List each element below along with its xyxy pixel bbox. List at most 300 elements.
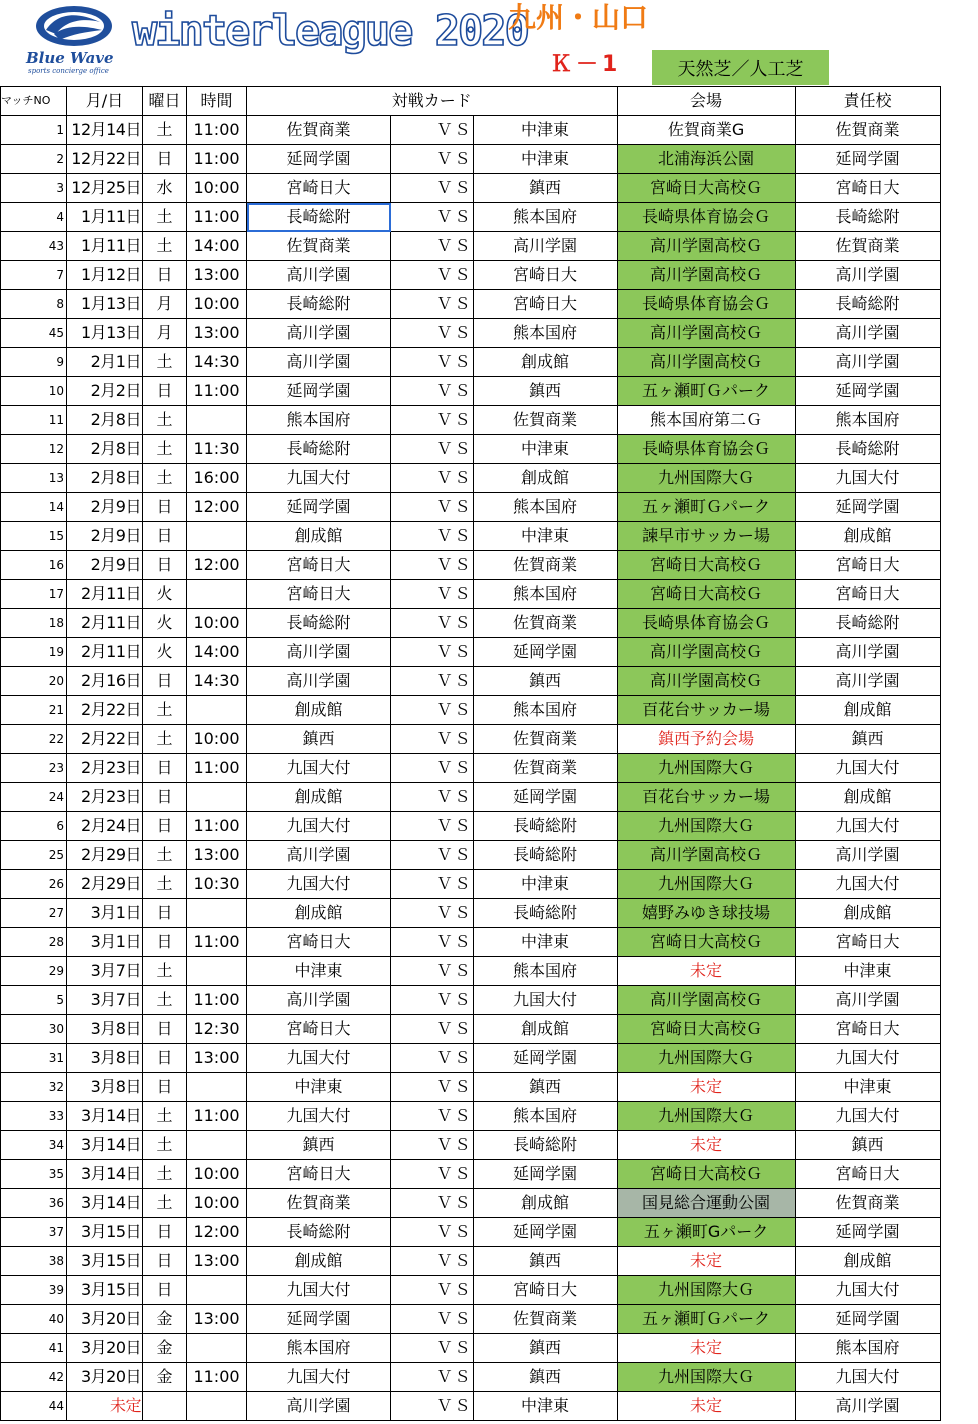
weekday-cell[interactable]: 日 bbox=[143, 754, 187, 783]
home-team-cell[interactable]: 九国大付 bbox=[247, 464, 391, 493]
time-cell[interactable] bbox=[187, 899, 247, 928]
weekday-cell[interactable]: 日 bbox=[143, 899, 187, 928]
date-cell[interactable]: 3月1日 bbox=[67, 928, 143, 957]
time-cell[interactable]: 14:30 bbox=[187, 667, 247, 696]
home-team-cell[interactable]: 宮崎日大 bbox=[247, 580, 391, 609]
home-team-cell[interactable]: 高川学園 bbox=[247, 1392, 391, 1421]
weekday-cell[interactable]: 金 bbox=[143, 1334, 187, 1363]
date-cell[interactable]: 2月9日 bbox=[67, 522, 143, 551]
match-no-cell[interactable]: 21 bbox=[1, 696, 67, 725]
match-no-cell[interactable]: 44 bbox=[1, 1392, 67, 1421]
home-team-cell[interactable]: 佐賀商業 bbox=[247, 116, 391, 145]
away-team-cell[interactable]: 熊本国府 bbox=[473, 1102, 617, 1131]
vs-cell[interactable]: ＶＳ bbox=[433, 116, 474, 145]
time-cell[interactable]: 12:30 bbox=[187, 1015, 247, 1044]
away-team-cell[interactable]: 高川学園 bbox=[473, 232, 617, 261]
away-team-cell[interactable]: 佐賀商業 bbox=[473, 725, 617, 754]
vs-cell[interactable]: ＶＳ bbox=[433, 174, 474, 203]
weekday-cell[interactable]: 土 bbox=[143, 348, 187, 377]
date-cell[interactable]: 3月7日 bbox=[67, 986, 143, 1015]
match-no-cell[interactable]: 27 bbox=[1, 899, 67, 928]
date-cell[interactable]: 3月15日 bbox=[67, 1218, 143, 1247]
host-school-cell[interactable]: 長崎総附 bbox=[795, 435, 940, 464]
home-team-cell[interactable]: 九国大付 bbox=[247, 1044, 391, 1073]
away-team-cell[interactable]: 延岡学園 bbox=[473, 1160, 617, 1189]
away-team-cell[interactable]: 創成館 bbox=[473, 1015, 617, 1044]
away-team-cell[interactable]: 中津東 bbox=[473, 435, 617, 464]
venue-cell[interactable]: 佐賀商業G bbox=[617, 116, 795, 145]
venue-cell[interactable]: 五ヶ瀬町Ｇパーク bbox=[617, 1305, 795, 1334]
home-team-cell[interactable]: 九国大付 bbox=[247, 870, 391, 899]
weekday-cell[interactable]: 日 bbox=[143, 1276, 187, 1305]
away-team-cell[interactable]: 創成館 bbox=[473, 1189, 617, 1218]
time-cell[interactable] bbox=[187, 696, 247, 725]
weekday-cell[interactable]: 日 bbox=[143, 1044, 187, 1073]
time-cell[interactable]: 10:30 bbox=[187, 870, 247, 899]
spacer-cell[interactable] bbox=[391, 406, 433, 435]
host-school-cell[interactable]: 中津東 bbox=[795, 1073, 940, 1102]
venue-cell[interactable]: 高川学園高校Ｇ bbox=[617, 841, 795, 870]
weekday-cell[interactable]: 日 bbox=[143, 145, 187, 174]
match-no-cell[interactable]: 18 bbox=[1, 609, 67, 638]
venue-cell[interactable]: 国見総合運動公園 bbox=[617, 1189, 795, 1218]
away-team-cell[interactable]: 鎮西 bbox=[473, 377, 617, 406]
match-no-cell[interactable]: 25 bbox=[1, 841, 67, 870]
match-no-cell[interactable]: 14 bbox=[1, 493, 67, 522]
date-cell[interactable]: 2月2日 bbox=[67, 377, 143, 406]
spacer-cell[interactable] bbox=[391, 493, 433, 522]
home-team-cell[interactable]: 宮崎日大 bbox=[247, 174, 391, 203]
vs-cell[interactable]: ＶＳ bbox=[433, 899, 474, 928]
host-school-cell[interactable]: 創成館 bbox=[795, 522, 940, 551]
time-cell[interactable]: 11:00 bbox=[187, 1102, 247, 1131]
vs-cell[interactable]: ＶＳ bbox=[433, 783, 474, 812]
away-team-cell[interactable]: 中津東 bbox=[473, 145, 617, 174]
vs-cell[interactable]: ＶＳ bbox=[433, 812, 474, 841]
venue-cell[interactable]: 諫早市サッカー場 bbox=[617, 522, 795, 551]
time-cell[interactable]: 11:00 bbox=[187, 812, 247, 841]
vs-cell[interactable]: ＶＳ bbox=[433, 551, 474, 580]
weekday-cell[interactable]: 日 bbox=[143, 812, 187, 841]
weekday-cell[interactable]: 土 bbox=[143, 841, 187, 870]
venue-cell[interactable]: 宮崎日大高校Ｇ bbox=[617, 1015, 795, 1044]
vs-cell[interactable]: ＶＳ bbox=[433, 1160, 474, 1189]
date-cell[interactable]: 3月8日 bbox=[67, 1073, 143, 1102]
host-school-cell[interactable]: 熊本国府 bbox=[795, 406, 940, 435]
host-school-cell[interactable]: 佐賀商業 bbox=[795, 1189, 940, 1218]
venue-cell[interactable]: 未定 bbox=[617, 1392, 795, 1421]
host-school-cell[interactable]: 九国大付 bbox=[795, 754, 940, 783]
away-team-cell[interactable]: 中津東 bbox=[473, 870, 617, 899]
weekday-cell[interactable]: 土 bbox=[143, 406, 187, 435]
date-cell[interactable]: 12月22日 bbox=[67, 145, 143, 174]
date-cell[interactable]: 3月8日 bbox=[67, 1015, 143, 1044]
home-team-cell[interactable]: 九国大付 bbox=[247, 1276, 391, 1305]
venue-cell[interactable]: 五ヶ瀬町Ｇパーク bbox=[617, 493, 795, 522]
date-cell[interactable]: 2月22日 bbox=[67, 725, 143, 754]
vs-cell[interactable]: ＶＳ bbox=[433, 232, 474, 261]
date-cell[interactable]: 2月11日 bbox=[67, 580, 143, 609]
date-cell[interactable]: 1月12日 bbox=[67, 261, 143, 290]
col-header-host[interactable]: 責任校 bbox=[795, 87, 940, 116]
home-team-cell[interactable]: 熊本国府 bbox=[247, 406, 391, 435]
host-school-cell[interactable]: 九国大付 bbox=[795, 1044, 940, 1073]
date-cell[interactable]: 3月14日 bbox=[67, 1131, 143, 1160]
weekday-cell[interactable]: 土 bbox=[143, 232, 187, 261]
match-no-cell[interactable]: 24 bbox=[1, 783, 67, 812]
vs-cell[interactable]: ＶＳ bbox=[433, 348, 474, 377]
vs-cell[interactable]: ＶＳ bbox=[433, 1334, 474, 1363]
venue-cell[interactable]: 九州国際大Ｇ bbox=[617, 1276, 795, 1305]
match-no-cell[interactable]: 36 bbox=[1, 1189, 67, 1218]
away-team-cell[interactable]: 長崎総附 bbox=[473, 1131, 617, 1160]
weekday-cell[interactable]: 日 bbox=[143, 1015, 187, 1044]
weekday-cell[interactable]: 火 bbox=[143, 609, 187, 638]
match-no-cell[interactable]: 32 bbox=[1, 1073, 67, 1102]
spacer-cell[interactable] bbox=[391, 464, 433, 493]
venue-cell[interactable]: 高川学園高校Ｇ bbox=[617, 348, 795, 377]
match-no-cell[interactable]: 31 bbox=[1, 1044, 67, 1073]
host-school-cell[interactable]: 創成館 bbox=[795, 783, 940, 812]
time-cell[interactable]: 16:00 bbox=[187, 464, 247, 493]
spacer-cell[interactable] bbox=[391, 928, 433, 957]
host-school-cell[interactable]: 九国大付 bbox=[795, 1276, 940, 1305]
spacer-cell[interactable] bbox=[391, 1160, 433, 1189]
host-school-cell[interactable]: 延岡学園 bbox=[795, 377, 940, 406]
time-cell[interactable]: 11:00 bbox=[187, 928, 247, 957]
match-no-cell[interactable]: 13 bbox=[1, 464, 67, 493]
match-no-cell[interactable]: 15 bbox=[1, 522, 67, 551]
away-team-cell[interactable]: 延岡学園 bbox=[473, 1218, 617, 1247]
home-team-cell[interactable]: 佐賀商業 bbox=[247, 1189, 391, 1218]
vs-cell[interactable]: ＶＳ bbox=[433, 928, 474, 957]
time-cell[interactable]: 13:00 bbox=[187, 1247, 247, 1276]
home-team-cell[interactable]: 九国大付 bbox=[247, 1363, 391, 1392]
weekday-cell[interactable]: 土 bbox=[143, 1189, 187, 1218]
host-school-cell[interactable]: 長崎総附 bbox=[795, 609, 940, 638]
vs-cell[interactable]: ＶＳ bbox=[433, 754, 474, 783]
date-cell[interactable]: 3月20日 bbox=[67, 1305, 143, 1334]
away-team-cell[interactable]: 九国大付 bbox=[473, 986, 617, 1015]
venue-cell[interactable]: 未定 bbox=[617, 957, 795, 986]
home-team-cell[interactable]: 中津東 bbox=[247, 957, 391, 986]
vs-cell[interactable]: ＶＳ bbox=[433, 667, 474, 696]
venue-cell[interactable]: 九州国際大Ｇ bbox=[617, 754, 795, 783]
vs-cell[interactable]: ＶＳ bbox=[433, 957, 474, 986]
home-team-cell[interactable]: 宮崎日大 bbox=[247, 551, 391, 580]
home-team-cell[interactable]: 九国大付 bbox=[247, 754, 391, 783]
vs-cell[interactable]: ＶＳ bbox=[433, 841, 474, 870]
vs-cell[interactable]: ＶＳ bbox=[433, 261, 474, 290]
vs-cell[interactable]: ＶＳ bbox=[433, 203, 474, 232]
date-cell[interactable]: 2月9日 bbox=[67, 493, 143, 522]
time-cell[interactable]: 10:00 bbox=[187, 174, 247, 203]
spacer-cell[interactable] bbox=[391, 986, 433, 1015]
venue-cell[interactable]: 高川学園高校Ｇ bbox=[617, 638, 795, 667]
weekday-cell[interactable]: 土 bbox=[143, 116, 187, 145]
time-cell[interactable]: 10:00 bbox=[187, 290, 247, 319]
spacer-cell[interactable] bbox=[391, 1276, 433, 1305]
spacer-cell[interactable] bbox=[391, 1102, 433, 1131]
venue-cell[interactable]: 九州国際大Ｇ bbox=[617, 870, 795, 899]
host-school-cell[interactable]: 創成館 bbox=[795, 696, 940, 725]
vs-cell[interactable]: ＶＳ bbox=[433, 1189, 474, 1218]
match-no-cell[interactable]: 17 bbox=[1, 580, 67, 609]
venue-cell[interactable]: 九州国際大Ｇ bbox=[617, 464, 795, 493]
host-school-cell[interactable]: 延岡学園 bbox=[795, 493, 940, 522]
weekday-cell[interactable]: 日 bbox=[143, 667, 187, 696]
spacer-cell[interactable] bbox=[391, 957, 433, 986]
date-cell[interactable]: 3月15日 bbox=[67, 1247, 143, 1276]
venue-cell[interactable]: 宮崎日大高校Ｇ bbox=[617, 1160, 795, 1189]
vs-cell[interactable]: ＶＳ bbox=[433, 725, 474, 754]
time-cell[interactable]: 12:00 bbox=[187, 551, 247, 580]
date-cell[interactable]: 1月11日 bbox=[67, 203, 143, 232]
time-cell[interactable]: 13:00 bbox=[187, 1305, 247, 1334]
vs-cell[interactable]: ＶＳ bbox=[433, 1247, 474, 1276]
spacer-cell[interactable] bbox=[391, 1334, 433, 1363]
home-team-cell[interactable]: 延岡学園 bbox=[247, 1305, 391, 1334]
weekday-cell[interactable]: 日 bbox=[143, 493, 187, 522]
weekday-cell[interactable]: 土 bbox=[143, 464, 187, 493]
weekday-cell[interactable] bbox=[143, 1392, 187, 1421]
weekday-cell[interactable]: 日 bbox=[143, 1247, 187, 1276]
home-team-cell[interactable]: 高川学園 bbox=[247, 841, 391, 870]
date-cell[interactable]: 2月29日 bbox=[67, 870, 143, 899]
away-team-cell[interactable]: 延岡学園 bbox=[473, 638, 617, 667]
host-school-cell[interactable]: 宮崎日大 bbox=[795, 551, 940, 580]
host-school-cell[interactable]: 高川学園 bbox=[795, 1392, 940, 1421]
away-team-cell[interactable]: 中津東 bbox=[473, 1392, 617, 1421]
spacer-cell[interactable] bbox=[391, 754, 433, 783]
host-school-cell[interactable]: 宮崎日大 bbox=[795, 1160, 940, 1189]
home-team-cell[interactable]: 創成館 bbox=[247, 783, 391, 812]
home-team-cell[interactable]: 創成館 bbox=[247, 1247, 391, 1276]
host-school-cell[interactable]: 九国大付 bbox=[795, 1363, 940, 1392]
away-team-cell[interactable]: 佐賀商業 bbox=[473, 406, 617, 435]
time-cell[interactable] bbox=[187, 580, 247, 609]
away-team-cell[interactable]: 佐賀商業 bbox=[473, 754, 617, 783]
time-cell[interactable]: 13:00 bbox=[187, 1044, 247, 1073]
vs-cell[interactable]: ＶＳ bbox=[433, 1015, 474, 1044]
away-team-cell[interactable]: 熊本国府 bbox=[473, 696, 617, 725]
date-cell[interactable]: 3月8日 bbox=[67, 1044, 143, 1073]
spacer-cell[interactable] bbox=[391, 174, 433, 203]
host-school-cell[interactable]: 九国大付 bbox=[795, 464, 940, 493]
spacer-cell[interactable] bbox=[391, 1189, 433, 1218]
match-no-cell[interactable]: 23 bbox=[1, 754, 67, 783]
time-cell[interactable]: 10:00 bbox=[187, 1189, 247, 1218]
venue-cell[interactable]: 九州国際大Ｇ bbox=[617, 1363, 795, 1392]
venue-cell[interactable]: 宮崎日大高校Ｇ bbox=[617, 928, 795, 957]
col-header-date[interactable]: 月/日 bbox=[67, 87, 143, 116]
home-team-cell[interactable]: 宮崎日大 bbox=[247, 928, 391, 957]
venue-cell[interactable]: 未定 bbox=[617, 1073, 795, 1102]
vs-cell[interactable]: ＶＳ bbox=[433, 464, 474, 493]
vs-cell[interactable]: ＶＳ bbox=[433, 290, 474, 319]
match-no-cell[interactable]: 12 bbox=[1, 435, 67, 464]
time-cell[interactable]: 12:00 bbox=[187, 1218, 247, 1247]
match-no-cell[interactable]: 8 bbox=[1, 290, 67, 319]
home-team-cell[interactable]: 延岡学園 bbox=[247, 493, 391, 522]
weekday-cell[interactable]: 土 bbox=[143, 986, 187, 1015]
host-school-cell[interactable]: 高川学園 bbox=[795, 986, 940, 1015]
vs-cell[interactable]: ＶＳ bbox=[433, 1392, 474, 1421]
match-no-cell[interactable]: 7 bbox=[1, 261, 67, 290]
venue-cell[interactable]: 九州国際大Ｇ bbox=[617, 1102, 795, 1131]
time-cell[interactable]: 14:00 bbox=[187, 638, 247, 667]
home-team-cell[interactable]: 高川学園 bbox=[247, 261, 391, 290]
time-cell[interactable]: 11:00 bbox=[187, 377, 247, 406]
spacer-cell[interactable] bbox=[391, 638, 433, 667]
match-no-cell[interactable]: 28 bbox=[1, 928, 67, 957]
venue-cell[interactable]: 百花台サッカー場 bbox=[617, 783, 795, 812]
away-team-cell[interactable]: 延岡学園 bbox=[473, 783, 617, 812]
venue-cell[interactable]: 高川学園高校Ｇ bbox=[617, 319, 795, 348]
vs-cell[interactable]: ＶＳ bbox=[433, 1363, 474, 1392]
date-cell[interactable]: 2月1日 bbox=[67, 348, 143, 377]
home-team-cell[interactable]: 宮崎日大 bbox=[247, 1015, 391, 1044]
away-team-cell[interactable]: 熊本国府 bbox=[473, 203, 617, 232]
match-no-cell[interactable]: 9 bbox=[1, 348, 67, 377]
time-cell[interactable]: 10:00 bbox=[187, 1160, 247, 1189]
venue-cell[interactable]: 高川学園高校Ｇ bbox=[617, 667, 795, 696]
host-school-cell[interactable]: 延岡学園 bbox=[795, 1305, 940, 1334]
spacer-cell[interactable] bbox=[391, 667, 433, 696]
vs-cell[interactable]: ＶＳ bbox=[433, 1131, 474, 1160]
host-school-cell[interactable]: 熊本国府 bbox=[795, 1334, 940, 1363]
date-cell[interactable]: 2月23日 bbox=[67, 783, 143, 812]
vs-cell[interactable]: ＶＳ bbox=[433, 435, 474, 464]
match-no-cell[interactable]: 29 bbox=[1, 957, 67, 986]
time-cell[interactable]: 14:30 bbox=[187, 348, 247, 377]
away-team-cell[interactable]: 中津東 bbox=[473, 928, 617, 957]
vs-cell[interactable]: ＶＳ bbox=[433, 319, 474, 348]
venue-cell[interactable]: 長崎県体育協会Ｇ bbox=[617, 203, 795, 232]
host-school-cell[interactable]: 宮崎日大 bbox=[795, 928, 940, 957]
date-cell[interactable]: 1月11日 bbox=[67, 232, 143, 261]
time-cell[interactable]: 13:00 bbox=[187, 841, 247, 870]
away-team-cell[interactable]: 鎮西 bbox=[473, 174, 617, 203]
match-no-cell[interactable]: 34 bbox=[1, 1131, 67, 1160]
time-cell[interactable] bbox=[187, 1131, 247, 1160]
time-cell[interactable]: 10:00 bbox=[187, 725, 247, 754]
weekday-cell[interactable]: 土 bbox=[143, 957, 187, 986]
col-header-time[interactable]: 時間 bbox=[187, 87, 247, 116]
venue-cell[interactable]: 宮崎日大高校Ｇ bbox=[617, 580, 795, 609]
time-cell[interactable] bbox=[187, 783, 247, 812]
host-school-cell[interactable]: 創成館 bbox=[795, 899, 940, 928]
away-team-cell[interactable]: 佐賀商業 bbox=[473, 609, 617, 638]
time-cell[interactable]: 14:00 bbox=[187, 232, 247, 261]
match-no-cell[interactable]: 6 bbox=[1, 812, 67, 841]
date-cell[interactable]: 2月8日 bbox=[67, 435, 143, 464]
venue-cell[interactable]: 未定 bbox=[617, 1131, 795, 1160]
spacer-cell[interactable] bbox=[391, 783, 433, 812]
time-cell[interactable]: 11:00 bbox=[187, 986, 247, 1015]
home-team-cell[interactable]: 佐賀商業 bbox=[247, 232, 391, 261]
weekday-cell[interactable]: 日 bbox=[143, 928, 187, 957]
away-team-cell[interactable]: 長崎総附 bbox=[473, 841, 617, 870]
host-school-cell[interactable]: 長崎総附 bbox=[795, 203, 940, 232]
venue-cell[interactable]: 宮崎日大高校Ｇ bbox=[617, 551, 795, 580]
match-no-cell[interactable]: 10 bbox=[1, 377, 67, 406]
spacer-cell[interactable] bbox=[391, 551, 433, 580]
spacer-cell[interactable] bbox=[391, 319, 433, 348]
venue-cell[interactable]: 百花台サッカー場 bbox=[617, 696, 795, 725]
home-team-cell[interactable]: 高川学園 bbox=[247, 986, 391, 1015]
spacer-cell[interactable] bbox=[391, 609, 433, 638]
home-team-cell[interactable]: 長崎総附 bbox=[247, 290, 391, 319]
away-team-cell[interactable]: 熊本国府 bbox=[473, 957, 617, 986]
match-no-cell[interactable]: 20 bbox=[1, 667, 67, 696]
host-school-cell[interactable]: 中津東 bbox=[795, 957, 940, 986]
spacer-cell[interactable] bbox=[391, 1015, 433, 1044]
venue-cell[interactable]: 長崎県体育協会Ｇ bbox=[617, 435, 795, 464]
time-cell[interactable]: 11:00 bbox=[187, 203, 247, 232]
spacer-cell[interactable] bbox=[391, 377, 433, 406]
match-no-cell[interactable]: 43 bbox=[1, 232, 67, 261]
vs-cell[interactable]: ＶＳ bbox=[433, 638, 474, 667]
host-school-cell[interactable]: 延岡学園 bbox=[795, 1218, 940, 1247]
match-no-cell[interactable]: 39 bbox=[1, 1276, 67, 1305]
spacer-cell[interactable] bbox=[391, 435, 433, 464]
vs-cell[interactable]: ＶＳ bbox=[433, 580, 474, 609]
venue-cell[interactable]: 熊本国府第二Ｇ bbox=[617, 406, 795, 435]
spacer-cell[interactable] bbox=[391, 696, 433, 725]
spacer-cell[interactable] bbox=[391, 1392, 433, 1421]
date-cell[interactable]: 2月22日 bbox=[67, 696, 143, 725]
date-cell[interactable]: 2月29日 bbox=[67, 841, 143, 870]
col-header-match[interactable]: 対戦カード bbox=[247, 87, 618, 116]
away-team-cell[interactable]: 熊本国府 bbox=[473, 319, 617, 348]
host-school-cell[interactable]: 佐賀商業 bbox=[795, 116, 940, 145]
date-cell[interactable]: 2月16日 bbox=[67, 667, 143, 696]
weekday-cell[interactable]: 火 bbox=[143, 580, 187, 609]
time-cell[interactable]: 12:00 bbox=[187, 493, 247, 522]
time-cell[interactable] bbox=[187, 1334, 247, 1363]
match-no-cell[interactable]: 41 bbox=[1, 1334, 67, 1363]
match-no-cell[interactable]: 4 bbox=[1, 203, 67, 232]
date-cell[interactable]: 2月9日 bbox=[67, 551, 143, 580]
spacer-cell[interactable] bbox=[391, 841, 433, 870]
match-no-cell[interactable]: 30 bbox=[1, 1015, 67, 1044]
vs-cell[interactable]: ＶＳ bbox=[433, 406, 474, 435]
time-cell[interactable]: 10:00 bbox=[187, 609, 247, 638]
away-team-cell[interactable]: 鎮西 bbox=[473, 1247, 617, 1276]
away-team-cell[interactable]: 熊本国府 bbox=[473, 580, 617, 609]
vs-cell[interactable]: ＶＳ bbox=[433, 522, 474, 551]
date-cell[interactable]: 3月15日 bbox=[67, 1276, 143, 1305]
spacer-cell[interactable] bbox=[391, 1247, 433, 1276]
date-cell[interactable]: 2月24日 bbox=[67, 812, 143, 841]
host-school-cell[interactable]: 九国大付 bbox=[795, 1102, 940, 1131]
home-team-cell[interactable]: 長崎総附 bbox=[247, 435, 391, 464]
weekday-cell[interactable]: 土 bbox=[143, 725, 187, 754]
date-cell[interactable]: 未定 bbox=[67, 1392, 143, 1421]
home-team-cell[interactable]: 高川学園 bbox=[247, 348, 391, 377]
spacer-cell[interactable] bbox=[391, 261, 433, 290]
date-cell[interactable]: 2月8日 bbox=[67, 406, 143, 435]
match-no-cell[interactable]: 26 bbox=[1, 870, 67, 899]
home-team-cell[interactable]: 熊本国府 bbox=[247, 1334, 391, 1363]
time-cell[interactable] bbox=[187, 1276, 247, 1305]
away-team-cell[interactable]: 宮崎日大 bbox=[473, 1276, 617, 1305]
home-team-cell[interactable]: 高川学園 bbox=[247, 319, 391, 348]
host-school-cell[interactable]: 高川学園 bbox=[795, 638, 940, 667]
date-cell[interactable]: 12月14日 bbox=[67, 116, 143, 145]
weekday-cell[interactable]: 金 bbox=[143, 1363, 187, 1392]
